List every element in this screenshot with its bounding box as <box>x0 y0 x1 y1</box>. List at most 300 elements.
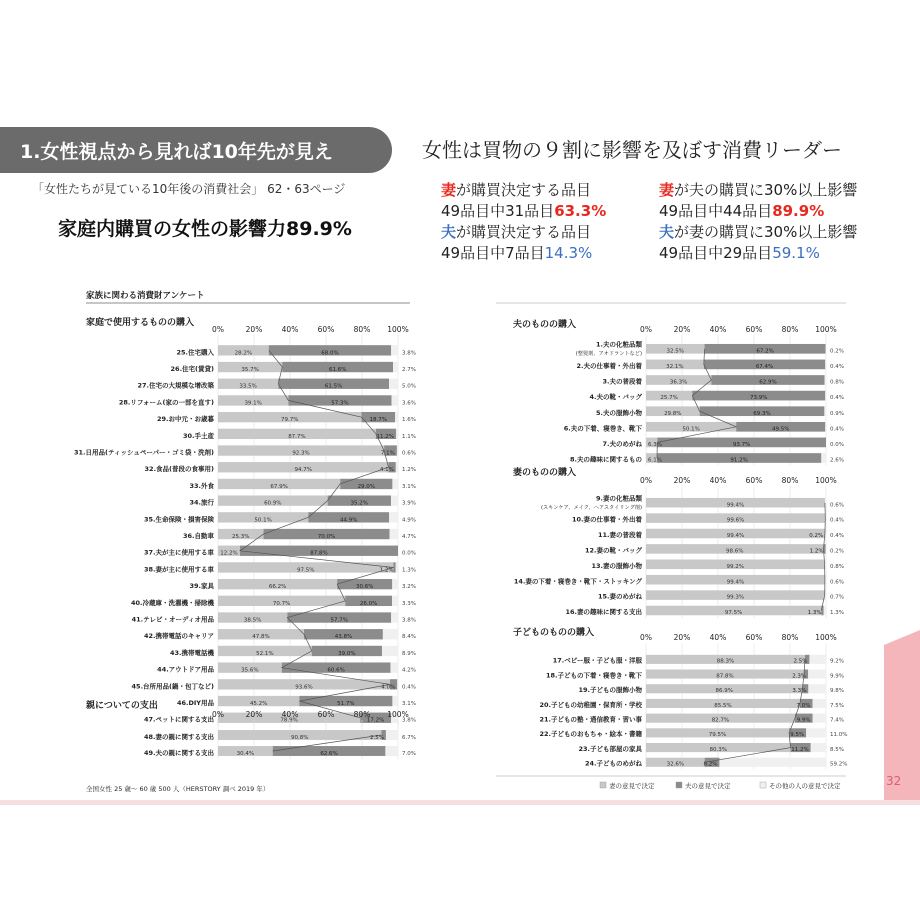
value-label-husband: 60.6% <box>327 667 345 674</box>
value-label-husband: 9.5% <box>790 732 805 739</box>
stat-keyword: 妻 <box>659 181 675 199</box>
row-label: 17.ベビー服・子ども服・洋服 <box>552 656 642 665</box>
value-label-husband: 57.3% <box>331 400 349 407</box>
bar-other <box>391 495 398 505</box>
bar-other <box>392 596 398 606</box>
stat-count: 49品目中31品目 <box>441 202 555 220</box>
value-label-husband: 68.0% <box>321 350 339 357</box>
axis-tick-label: 20% <box>673 325 691 334</box>
value-label-husband: 73.9% <box>750 395 768 402</box>
bar-other <box>825 422 826 432</box>
value-label-wife: 86.9% <box>715 688 733 695</box>
page-number: 32 <box>886 774 902 788</box>
row-label: 9.妻の化粧品類 <box>596 494 642 503</box>
value-label-husband: 67.4% <box>755 364 774 371</box>
bar-other <box>719 758 826 767</box>
value-label-husband: 49.5% <box>771 426 790 433</box>
value-label-other: 0.8% <box>830 379 844 386</box>
value-label-other: 4.7% <box>402 534 416 541</box>
value-label-wife: 25.3% <box>232 534 250 541</box>
bar-other <box>821 453 826 463</box>
value-label-other: 5.0% <box>402 383 416 390</box>
value-label-wife: 80.3% <box>709 746 728 753</box>
value-label-husband: 1.3% <box>807 610 822 617</box>
stat-keyword: 夫 <box>441 223 457 241</box>
row-label: 43.携帯電話機 <box>169 648 214 657</box>
value-label-other: 4.9% <box>402 517 416 524</box>
row-label: 42.携帯電話のキャリア <box>143 632 214 641</box>
value-label-other: 9.2% <box>830 658 844 665</box>
value-label-other: 3.8% <box>402 717 416 724</box>
value-label-husband: 91.2% <box>730 457 748 464</box>
stat-value: 89.9% <box>772 202 825 220</box>
row-label: 5.夫の服飾小物 <box>596 408 642 417</box>
row-sublabel: (スキンケア、メイク、ヘアスタイリング剤) <box>540 504 642 511</box>
value-label-wife: 6.3% <box>648 442 662 449</box>
row-label: 34.旅行 <box>189 498 214 507</box>
value-label-wife: 30.4% <box>236 750 255 757</box>
value-label-wife: 99.3% <box>726 594 745 601</box>
row-label: 20.子どもの幼稚園・保育所・学校 <box>539 700 642 709</box>
bar-other <box>390 529 398 539</box>
axis-tick-label: 20% <box>673 633 691 642</box>
stat-count: 49品目中29品目 <box>659 244 773 262</box>
row-label: 21.子どもの塾・通信教育・習い事 <box>539 715 642 724</box>
panel-title: 夫のものの購入 <box>513 320 577 330</box>
stat-count: 49品目中7品目 <box>441 244 545 262</box>
value-label-wife: 99.4% <box>726 502 745 509</box>
legend-label: その他の人の意見で決定 <box>769 782 841 790</box>
value-label-wife: 28.2% <box>234 350 253 357</box>
value-label-wife: 12.2% <box>220 550 238 557</box>
value-label-husband: 69.3% <box>753 410 771 417</box>
axis-tick-label: 0% <box>640 325 652 334</box>
bar-other <box>806 728 826 737</box>
value-label-other: 3.8% <box>402 617 416 624</box>
value-label-wife: 92.3% <box>292 450 310 457</box>
value-label-other: 1.3% <box>402 567 416 574</box>
value-label-wife: 93.6% <box>295 684 313 691</box>
value-label-wife: 99.2% <box>726 563 745 570</box>
value-label-husband: 57.7% <box>330 617 348 624</box>
bar-husband <box>394 562 396 572</box>
row-label: 13.妻の服飾小物 <box>591 561 642 570</box>
bar-other <box>397 445 398 455</box>
value-label-husband: 44.9% <box>339 517 358 524</box>
value-label-other: 7.0% <box>402 750 416 757</box>
value-label-other: 7.5% <box>830 702 844 709</box>
value-label-husband: 7.1% <box>380 450 395 457</box>
value-label-husband: 9.9% <box>796 717 811 724</box>
bar-other <box>825 529 826 539</box>
value-label-other: 9.8% <box>830 688 844 695</box>
bar-other <box>396 562 398 572</box>
row-label: 24.子どものめがね <box>584 759 642 768</box>
row-label: 23.子ども部屋の家具 <box>578 744 642 753</box>
value-label-other: 0.4% <box>830 395 844 402</box>
value-label-husband: 11.2% <box>791 746 809 753</box>
chart-title: 家族に関わる消費財アンケート <box>86 291 205 301</box>
value-label-wife: 88.3% <box>716 658 735 665</box>
row-label: 45.台所用品(鍋・包丁など) <box>131 682 214 691</box>
bar-other <box>809 655 826 664</box>
value-label-husband: 2.5% <box>369 734 384 741</box>
bar-other <box>383 629 398 639</box>
value-label-other: 1.6% <box>402 417 416 424</box>
value-label-husband: 2.5% <box>793 658 808 665</box>
section-title: 1.女性視点から見れば10年先が見え <box>20 141 333 163</box>
value-label-husband: 39.0% <box>338 650 356 657</box>
axis-tick-label: 80% <box>781 633 799 642</box>
value-label-husband: 67.2% <box>756 348 774 355</box>
row-label: 47.ペットに関する支出 <box>143 715 214 724</box>
value-label-other: 0.4% <box>830 426 844 433</box>
row-label: 27.住宅の大規模な增改築 <box>137 381 214 390</box>
value-label-other: 9.9% <box>830 673 844 680</box>
value-label-other: 3.8% <box>402 350 416 357</box>
stat-keyword: 夫 <box>659 223 675 241</box>
value-label-wife: 99.4% <box>726 533 745 540</box>
value-label-other: 4.2% <box>402 667 416 674</box>
value-label-wife: 32.6% <box>666 761 685 768</box>
axis-tick-label: 0% <box>640 476 652 485</box>
row-label: 3.夫の普段着 <box>602 377 642 386</box>
value-label-other: 11.0% <box>830 732 848 739</box>
value-label-other: 3.6% <box>402 400 416 407</box>
value-label-husband: 87.8% <box>310 550 328 557</box>
value-label-other: 0.2% <box>830 548 844 555</box>
value-label-husband: 18.7% <box>369 417 388 424</box>
value-label-wife: 67.9% <box>270 483 288 490</box>
value-label-other: 3.1% <box>402 483 416 490</box>
row-label: 8.夫の趣味に関するもの <box>570 455 642 464</box>
value-label-wife: 98.6% <box>725 548 744 555</box>
bar-other <box>392 395 398 405</box>
value-label-husband: 0.2% <box>809 533 824 540</box>
value-label-wife: 99.6% <box>726 517 745 524</box>
stat-text: が妻の購買に30%以上影響 <box>674 223 858 241</box>
row-sublabel: (整髪剤、アオドラントなど) <box>575 351 642 358</box>
bar-husband <box>821 606 823 616</box>
row-label: 19.子どもの服飾小物 <box>578 686 642 695</box>
row-label: 48.妻の親に関する支出 <box>143 732 214 741</box>
bar-other <box>382 646 398 656</box>
value-label-other: 0.4% <box>830 517 844 524</box>
value-label-wife: 97.5% <box>724 610 743 617</box>
stat-text: が購買決定する品目 <box>456 181 592 199</box>
axis-tick-label: 100% <box>815 633 837 642</box>
stat-keyword: 妻 <box>441 181 457 199</box>
row-label: 22.子どものおもちゃ・絵本・書籍 <box>539 730 642 739</box>
value-label-other: 2.6% <box>830 457 844 464</box>
panel-title: 子どものものの購入 <box>513 628 595 638</box>
value-label-wife: 87.7% <box>288 433 306 440</box>
row-label: 25.住宅購入 <box>176 348 214 357</box>
stat-value: 14.3% <box>544 244 593 262</box>
value-label-other: 3.9% <box>402 500 416 507</box>
value-label-wife: 50.1% <box>682 426 700 433</box>
value-label-wife: 35.6% <box>241 667 259 674</box>
value-label-wife: 66.2% <box>268 584 287 591</box>
bar-other <box>811 743 826 752</box>
bar-other <box>813 699 827 708</box>
legend-swatch <box>600 782 606 788</box>
row-label: 46.DIY用品 <box>176 699 214 708</box>
value-label-wife: 94.7% <box>294 467 312 474</box>
row-label: 31.日用品(ティッシュペーパー・ゴミ袋・洗剤) <box>74 448 214 457</box>
axis-tick-label: 40% <box>281 710 299 719</box>
bar-other <box>825 375 826 385</box>
bar-other <box>808 669 826 678</box>
value-label-other: 8.9% <box>402 650 416 657</box>
axis-tick-label: 60% <box>317 325 335 334</box>
value-label-husband: 62.6% <box>320 750 338 757</box>
row-label: 18.子どもの下着・寝巻き・靴下 <box>545 671 642 680</box>
value-label-wife: 38.5% <box>243 617 262 624</box>
value-label-wife: 97.5% <box>297 567 315 574</box>
value-label-other: 8.5% <box>830 746 844 753</box>
axis-tick-label: 40% <box>709 633 727 642</box>
value-label-other: 3.2% <box>402 584 416 591</box>
value-label-other: 0.0% <box>402 550 416 557</box>
value-label-other: 0.7% <box>830 594 844 601</box>
row-label: 10.妻の仕事着・外出着 <box>571 515 642 524</box>
legend-swatch <box>760 782 766 788</box>
axis-tick-label: 100% <box>815 325 837 334</box>
value-label-other: 0.6% <box>830 502 844 509</box>
bar-other <box>393 362 398 372</box>
stat-block-2 <box>441 222 592 264</box>
row-label: 35.生命保険・損害保険 <box>143 515 214 524</box>
value-label-wife: 79.5% <box>708 732 727 739</box>
axis-tick-label: 0% <box>212 710 224 719</box>
value-label-husband: 61.6% <box>328 367 347 374</box>
value-label-other: 7.4% <box>830 717 844 724</box>
bar-other <box>389 379 398 389</box>
axis-tick-label: 20% <box>673 476 691 485</box>
axis-tick-label: 80% <box>353 325 371 334</box>
stat-text: が夫の購買に30%以上影響 <box>674 181 858 199</box>
bar-other <box>397 679 398 689</box>
value-label-husband: 11.2% <box>376 433 395 440</box>
value-label-wife: 52.1% <box>256 650 274 657</box>
axis-tick-label: 40% <box>709 476 727 485</box>
value-label-other: 2.7% <box>402 367 416 374</box>
value-label-wife: 45.2% <box>249 701 268 708</box>
row-label: 15.妻のめがね <box>597 592 642 601</box>
row-label: 29.お中元・お歳暮 <box>156 415 214 424</box>
value-label-husband: 93.7% <box>732 442 751 449</box>
value-label-other: 59.2% <box>830 761 848 768</box>
value-label-wife: 32.1% <box>666 364 684 371</box>
bar-other <box>385 746 398 756</box>
row-label: 36.自動車 <box>182 532 214 541</box>
row-label: 44.アウトドア用品 <box>157 665 214 674</box>
headline: 女性は買物の９割に影響を及ぼす消費リーダー <box>422 138 842 162</box>
panel-title: 親についての支出 <box>86 701 158 711</box>
row-label: 40.冷蔵庫・洗濯機・掃除機 <box>130 598 214 607</box>
row-label: 39.家具 <box>189 582 214 591</box>
bar-other <box>825 360 826 370</box>
legend-label: 妻の意見で決定 <box>609 782 655 790</box>
axis-tick-label: 60% <box>317 710 335 719</box>
value-label-husband: 1.2% <box>809 548 824 555</box>
row-label: 33.外食 <box>189 481 214 490</box>
bar-other <box>825 391 826 401</box>
value-label-husband: 62.9% <box>759 379 777 386</box>
value-label-other: 8.4% <box>402 634 416 641</box>
value-label-wife: 82.7% <box>711 717 730 724</box>
bar-other <box>824 606 826 616</box>
axis-tick-label: 0% <box>640 633 652 642</box>
axis-tick-label: 60% <box>745 633 763 642</box>
bar-other <box>391 345 398 355</box>
bar-other <box>392 696 398 706</box>
stat-value: 59.1% <box>772 244 820 262</box>
row-label: 12.妻の靴・バッグ <box>584 546 642 555</box>
axis-tick-label: 80% <box>781 476 799 485</box>
row-label: 41.テレビ・オーディオ用品 <box>131 615 214 624</box>
bar-other <box>396 429 398 439</box>
row-label: 49.夫の親に関する支出 <box>143 748 214 757</box>
bar-other <box>390 662 398 672</box>
value-label-other: 0.4% <box>830 533 844 540</box>
value-label-wife: 36.3% <box>669 379 688 386</box>
axis-tick-label: 60% <box>745 325 763 334</box>
bar-other <box>813 714 826 723</box>
value-label-wife: 50.1% <box>254 517 272 524</box>
stat-text: が購買決定する品目 <box>456 223 592 241</box>
row-label: 2.夫の仕事着・外出着 <box>576 362 642 371</box>
panel-title: 妻のものの購入 <box>513 468 577 478</box>
bar-other <box>824 406 826 416</box>
bar-other <box>395 412 398 422</box>
value-label-husband: 7.0% <box>796 702 811 709</box>
value-label-other: 0.8% <box>830 563 844 570</box>
value-label-husband: 4.0% <box>381 684 396 691</box>
row-label: 38.妻が主に使用する車 <box>143 565 214 574</box>
stat-block-1 <box>441 180 606 222</box>
value-label-wife: 25.7% <box>660 395 678 402</box>
value-label-other: 0.6% <box>830 579 844 586</box>
bar-other <box>386 730 398 740</box>
value-label-wife: 35.7% <box>241 367 259 374</box>
row-label: 26.住宅(賃貸) <box>170 365 214 374</box>
value-label-other: 0.4% <box>402 684 416 691</box>
value-label-husband: 26.0% <box>359 600 378 607</box>
value-label-other: 0.4% <box>830 364 844 371</box>
axis-tick-label: 100% <box>387 710 409 719</box>
value-label-husband: 35.2% <box>350 500 369 507</box>
value-label-husband: 2.3% <box>792 673 807 680</box>
axis-tick-label: 100% <box>815 476 837 485</box>
reference-note: 「女性たちが見ている10年後の消費社会」 62・63ページ <box>32 182 346 196</box>
axis-tick-label: 20% <box>245 325 263 334</box>
value-label-wife: 6.1% <box>648 457 662 464</box>
stat-value: 63.3% <box>554 202 607 220</box>
value-label-other: 1.1% <box>402 433 416 440</box>
row-label: 11.妻の普段着 <box>597 531 642 540</box>
value-label-wife: 85.5% <box>714 702 732 709</box>
row-label: 28.リフォーム(家の一部を直す) <box>118 398 214 407</box>
source-note: 全国女性 25 歳～ 60 歳 500 人（HERSTORY 調べ 2019 年） <box>86 785 270 793</box>
axis-tick-label: 40% <box>709 325 727 334</box>
legend-swatch <box>676 782 682 788</box>
value-label-husband: 30.6% <box>355 584 374 591</box>
value-label-other: 6.7% <box>402 734 416 741</box>
row-label: 14.妻の下着・寝巻き・靴下・ストッキング <box>513 577 642 586</box>
bar-other <box>389 512 398 522</box>
axis-tick-label: 80% <box>781 325 799 334</box>
value-label-husband: 51.7% <box>337 701 355 708</box>
panel-title: 家庭で使用するものの購入 <box>86 318 195 328</box>
axis-tick-label: 0% <box>212 325 224 334</box>
axis-tick-label: 100% <box>387 325 409 334</box>
bar-other <box>392 479 398 489</box>
value-label-husband: 1.2% <box>379 567 394 574</box>
value-label-other: 3.1% <box>402 701 416 708</box>
value-label-other: 1.3% <box>830 610 844 617</box>
value-label-other: 0.0% <box>830 442 844 449</box>
value-label-husband: 17.2% <box>366 717 385 724</box>
stat-block-3 <box>659 180 857 222</box>
stat-count: 49品目中44品目 <box>659 202 773 220</box>
row-label: 16.妻の趣味に関する支出 <box>565 608 642 617</box>
value-label-wife: 90.8% <box>290 734 309 741</box>
stat-block-4 <box>659 222 857 264</box>
value-label-wife: 79.7% <box>280 417 299 424</box>
axis-tick-label: 40% <box>281 325 299 334</box>
value-label-husband: 43.8% <box>334 634 353 641</box>
row-label: 1.夫の化粧品類 <box>596 340 642 349</box>
value-label-wife: 29.8% <box>664 410 682 417</box>
legend-label: 夫の意見で決定 <box>685 782 731 790</box>
row-label: 37.夫が主に使用する車 <box>143 548 214 557</box>
row-label: 30.手土産 <box>182 431 214 440</box>
value-label-husband: 8.2% <box>703 761 718 768</box>
value-label-wife: 60.9% <box>264 500 282 507</box>
value-label-wife: 99.4% <box>726 579 745 586</box>
bar-other <box>392 579 398 589</box>
value-label-wife: 32.5% <box>666 348 685 355</box>
value-label-wife: 33.5% <box>239 383 257 390</box>
axis-tick-label: 80% <box>353 710 371 719</box>
bar-other <box>808 684 826 693</box>
value-label-other: 0.6% <box>402 450 416 457</box>
bar-other <box>396 462 398 472</box>
survey-chart <box>0 275 920 805</box>
row-label: 4.夫の靴・バッグ <box>589 393 642 402</box>
row-label: 6.夫の下着、寝巻き、靴下 <box>563 424 642 433</box>
value-label-husband: 61.5% <box>324 383 343 390</box>
value-label-wife: 87.8% <box>716 673 734 680</box>
bar-other <box>391 612 398 622</box>
footer-band <box>0 800 920 805</box>
value-label-other: 0.2% <box>830 348 844 355</box>
value-label-other: 0.9% <box>830 410 844 417</box>
main-claim: 家庭内購買の女性の影響力89.9% <box>58 218 352 240</box>
value-label-husband: 4.1% <box>379 467 394 474</box>
value-label-other: 3.3% <box>402 600 416 607</box>
value-label-wife: 39.1% <box>244 400 262 407</box>
value-label-wife: 70.7% <box>272 600 291 607</box>
value-label-other: 1.2% <box>402 467 416 474</box>
value-label-husband: 29.0% <box>357 483 376 490</box>
value-label-husband: 3.3% <box>792 688 807 695</box>
row-label: 7.夫のめがね <box>602 440 642 449</box>
value-label-wife: 78.9% <box>280 717 298 724</box>
value-label-husband: 70.0% <box>317 534 336 541</box>
